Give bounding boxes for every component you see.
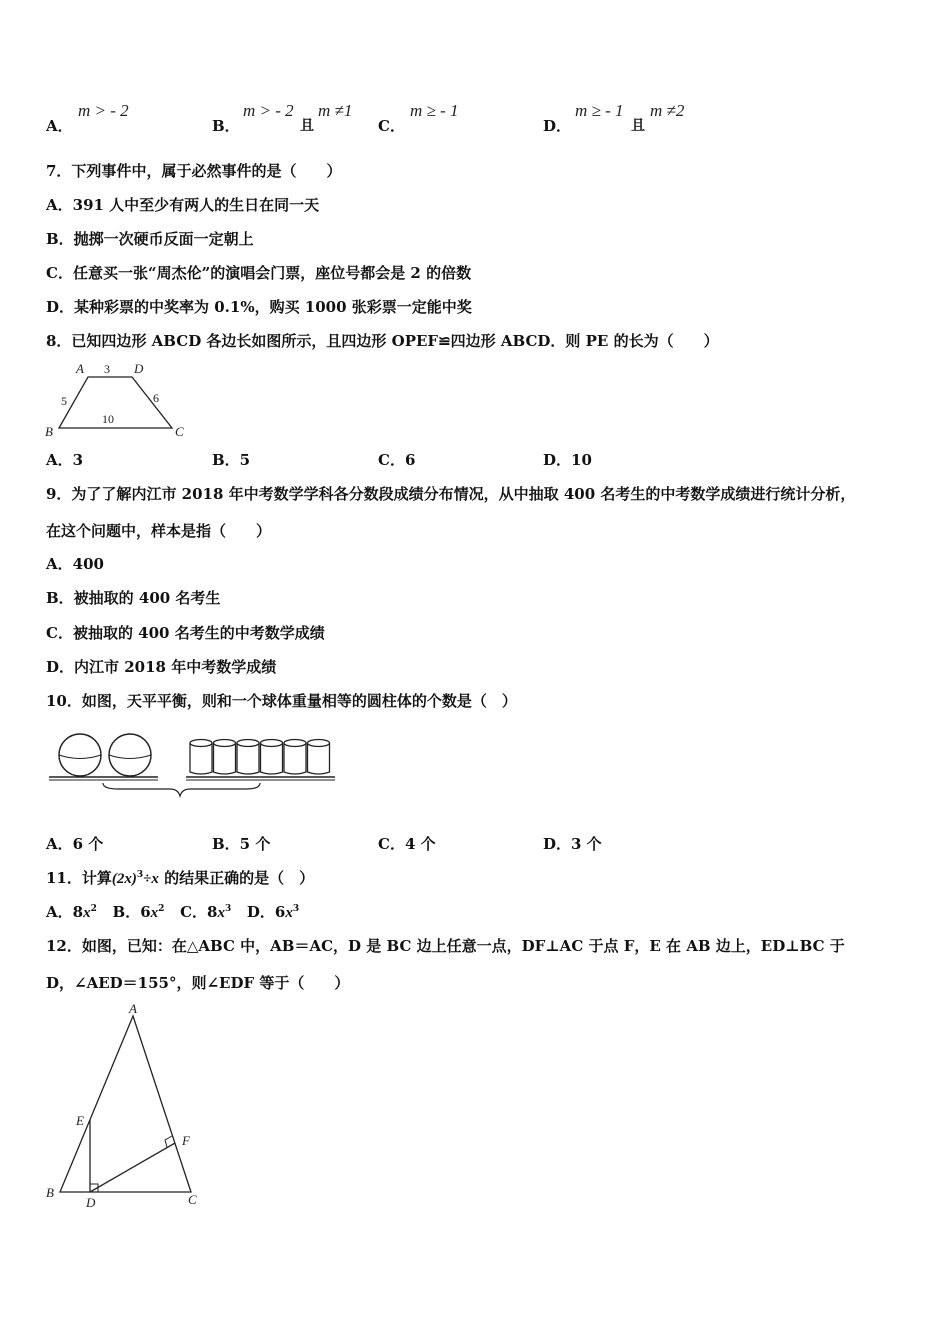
q8-length-ab: 5: [61, 394, 67, 408]
q10-sphere-equator: [59, 755, 101, 759]
q11-stem-div: ÷x: [143, 871, 159, 887]
q11-d-coef: 6: [274, 903, 286, 921]
q8-option-c[interactable]: C．6: [378, 451, 416, 469]
q10-cylinder-top: [261, 740, 283, 747]
q10-option-a[interactable]: A．6 个: [46, 835, 104, 853]
q10-cylinder: [190, 743, 212, 774]
q12-label-b: B: [46, 1185, 54, 1200]
q8-option-a[interactable]: A．3: [46, 451, 84, 469]
q6-c-letter: C．: [378, 117, 405, 135]
q8-trapezoid-figure: [40, 358, 200, 440]
q9-option-c[interactable]: C．被抽取的 400 名考生的中考数学成绩: [46, 624, 325, 642]
q6-b-letter: B．: [212, 117, 240, 135]
q10-cylinder: [214, 743, 236, 774]
q11-b-var: x: [150, 905, 159, 921]
q10-option-d[interactable]: D．3 个: [543, 835, 602, 853]
q11-c-exp: 3: [224, 904, 232, 914]
q7-option-c[interactable]: C．任意买一张“周杰伦”的演唱会门票，座位号都会是 2 的倍数: [46, 264, 472, 282]
q7-stem: 7．下列事件中，属于必然事件的是（ ）: [46, 162, 342, 180]
q10-cylinder-top: [214, 740, 236, 747]
q11-option-d[interactable]: [247, 903, 299, 921]
q11-stem: [46, 868, 314, 889]
q10-sphere-group: [59, 734, 151, 776]
q10-sphere-equator: [109, 755, 151, 759]
q11-stem-suffix: 的结果正确的是（ ）: [158, 869, 315, 887]
q11-b-coef: 6: [140, 903, 151, 921]
q12-segment-df: [90, 1143, 175, 1192]
q10-cylinder-top: [190, 740, 212, 747]
q11-d-exp: 3: [292, 904, 300, 914]
q8-option-b[interactable]: B．5: [212, 451, 251, 469]
q10-cylinder: [284, 743, 306, 774]
q6-b-joiner: 且: [300, 118, 314, 134]
q6-b-expr2: m ≠1: [318, 101, 353, 120]
q8-label-a: A: [76, 361, 84, 376]
q10-option-c[interactable]: C．4 个: [378, 835, 436, 853]
q10-option-b[interactable]: B．5 个: [212, 835, 271, 853]
q11-a-letter: A．: [46, 903, 73, 921]
q10-cylinder-top: [237, 740, 259, 747]
q11-a-coef: 8: [72, 903, 84, 921]
q8-length-ad: 3: [104, 362, 110, 376]
q6-d-joiner: 且: [631, 118, 645, 134]
q8-length-cd: 6: [153, 391, 159, 405]
q12-label-c: C: [188, 1192, 197, 1207]
q9-stem-line1: 9．为了了解内江市 2018 年中考数学学科各分数段成绩分布情况，从中抽取 400 名考生的中考数学成绩进行统计分析，: [46, 485, 856, 503]
q9-option-b[interactable]: B．被抽取的 400 名考生: [46, 589, 221, 607]
q12-label-f: F: [182, 1133, 190, 1148]
q12-stem-line1: 12．如图，已知：在△ABC 中，AB＝AC，D 是 BC 边上任意一点，DF⊥AC 于点 F，E 在 AB 边上，ED⊥BC 于: [46, 937, 845, 955]
q11-option-a[interactable]: [46, 903, 97, 921]
q9-stem-line2: 在这个问题中，样本是指（ ）: [46, 522, 272, 540]
q8-label-c: C: [175, 424, 184, 439]
q8-label-d: D: [134, 361, 144, 376]
q7-option-d[interactable]: D．某种彩票的中奖率为 0.1%，购买 1000 张彩票一定能中奖: [46, 298, 472, 316]
q11-c-coef: 8: [207, 903, 218, 921]
q12-label-a: A: [129, 1001, 137, 1016]
q10-sphere: [59, 734, 101, 776]
q10-cylinder: [261, 743, 283, 774]
q11-options: [46, 902, 299, 923]
q12-label-d: D: [86, 1195, 96, 1210]
q6-d-letter: D．: [543, 117, 572, 135]
q8-stem: 8．已知四边形 ABCD 各边长如图所示，且四边形 OPEF≌四边形 ABCD．则 PE 的长为（ ）: [46, 332, 719, 350]
q10-cylinder: [308, 743, 330, 774]
q11-stem-prefix: 11．计算: [46, 869, 112, 887]
q11-b-letter: B．: [112, 903, 141, 921]
q11-c-var: x: [217, 905, 225, 921]
q10-cylinder-group: [190, 740, 330, 775]
q12-triangle-figure: [40, 1000, 215, 1215]
q6-a-letter: A．: [46, 117, 73, 135]
q8-option-d[interactable]: D．10: [543, 451, 592, 469]
q11-d-letter: D．: [246, 903, 275, 921]
q12-triangle-abc: [60, 1016, 191, 1192]
q8-label-b: B: [45, 424, 53, 439]
q10-sphere: [109, 734, 151, 776]
q11-a-exp: 2: [90, 904, 97, 914]
q12-label-e: E: [76, 1113, 84, 1128]
q7-option-a[interactable]: A．391 人中至少有两人的生日在同一天: [46, 196, 320, 214]
q11-b-exp: 2: [158, 904, 165, 914]
q6-d-expr: m ≥ - 1: [575, 101, 624, 120]
q12-stem-line2: D，∠AED＝155°，则∠EDF 等于（ ）: [46, 974, 350, 992]
q7-option-b[interactable]: B．抛掷一次硬币反面一定朝上: [46, 230, 254, 248]
q8-length-bc: 10: [102, 412, 114, 426]
q10-cylinder: [237, 743, 259, 774]
q11-option-c[interactable]: [180, 903, 231, 921]
q10-balance-brace: [103, 783, 260, 796]
q11-d-var: x: [285, 905, 293, 921]
q6-d-expr2: m ≠2: [650, 101, 685, 120]
q10-stem: 10．如图，天平平衡，则和一个球体重量相等的圆柱体的个数是（ ）: [46, 692, 517, 710]
q6-b-expr: m > - 2: [243, 101, 294, 120]
q10-cylinder-top: [284, 740, 306, 747]
q6-a-expr: m > - 2: [78, 101, 129, 120]
q9-option-a[interactable]: A．400: [46, 555, 104, 573]
q9-option-d[interactable]: D．内江市 2018 年中考数学成绩: [46, 658, 277, 676]
q11-stem-exp: 3: [136, 870, 144, 880]
q10-balance-figure: [46, 728, 341, 798]
q11-a-var: x: [83, 905, 91, 921]
q6-c-expr: m ≥ - 1: [410, 101, 459, 120]
q11-c-letter: C．: [180, 903, 208, 921]
q11-option-b[interactable]: [113, 903, 165, 921]
q11-stem-expr: (2x): [111, 871, 137, 887]
q10-cylinder-top: [308, 740, 330, 747]
